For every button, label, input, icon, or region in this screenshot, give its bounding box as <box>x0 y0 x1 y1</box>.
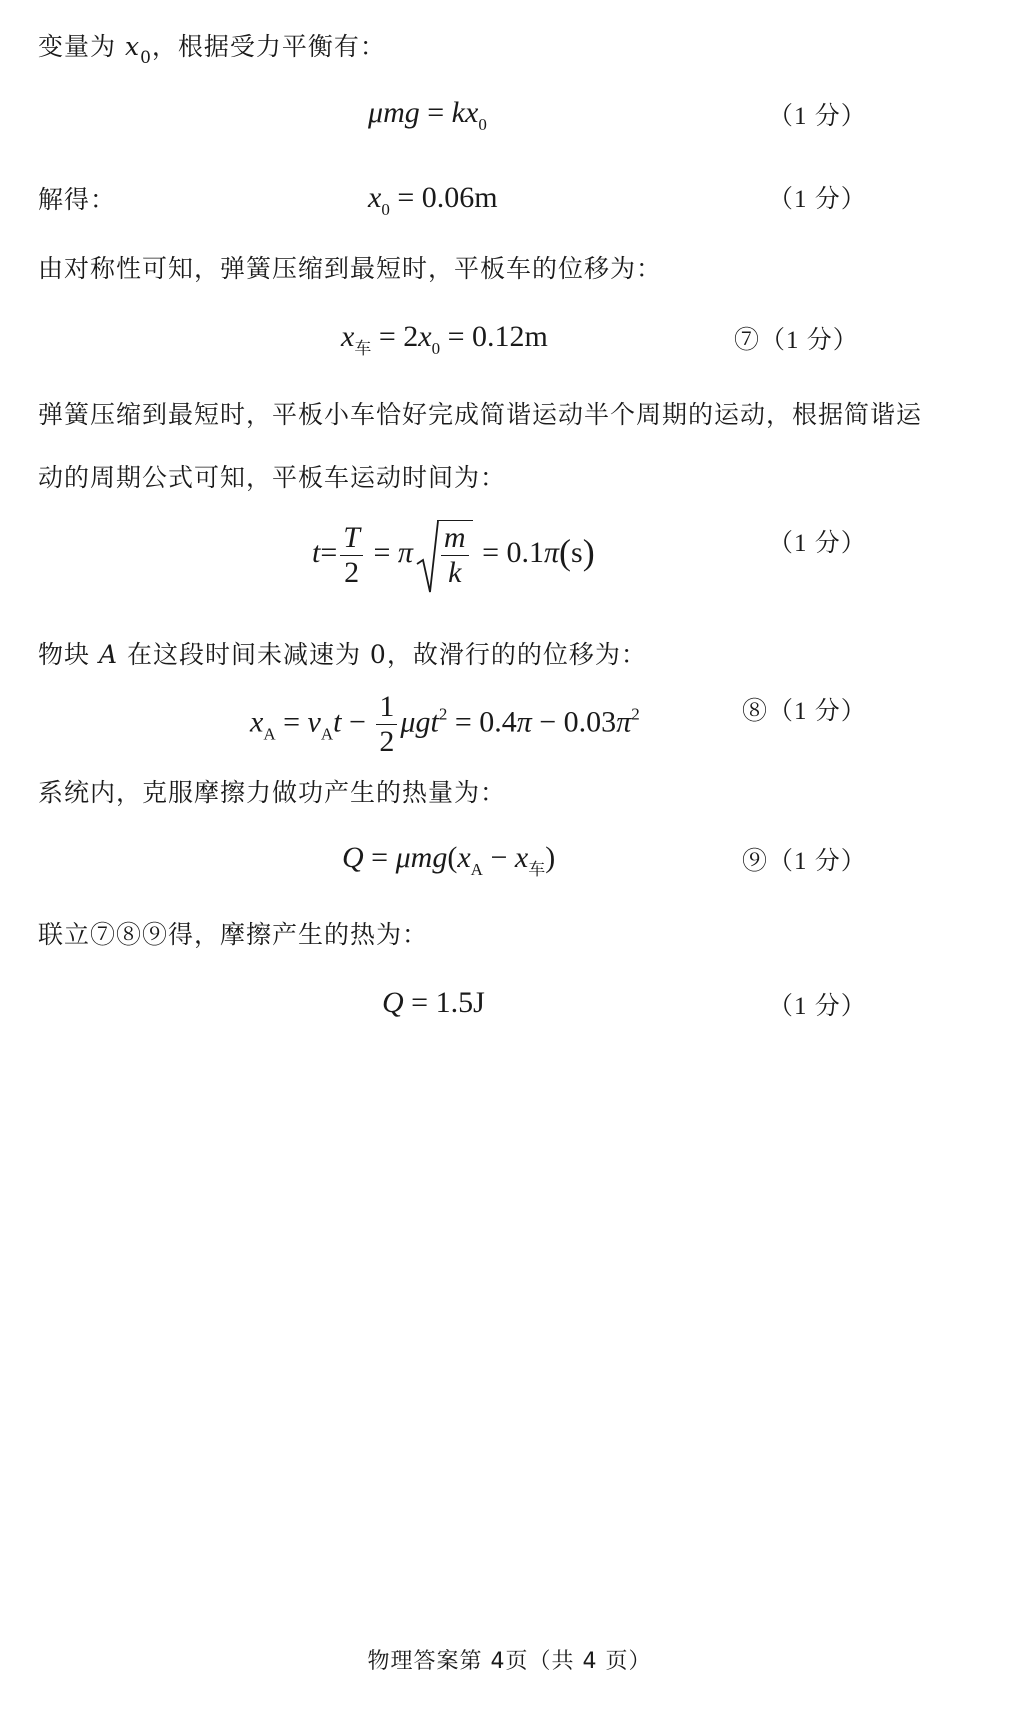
symbol-m: m <box>410 841 433 874</box>
minus-sign: − <box>341 705 374 739</box>
variable-x: x <box>124 32 141 61</box>
symbol-Q: Q <box>382 986 404 1019</box>
text-segment: 变量为 <box>38 32 125 61</box>
text-segment: 在这段时间未减速为 0，故滑行的的位移为： <box>118 640 647 669</box>
score-label: （1 分） <box>768 103 867 130</box>
symbol-g: g <box>415 705 431 739</box>
symbol-m: m <box>383 96 405 129</box>
equation-value: = 0.12m <box>440 320 548 353</box>
subscript: 0 <box>381 200 390 219</box>
text-line-spring-deformation <box>38 30 386 75</box>
variable-A: A <box>98 640 119 669</box>
subscript: 车 <box>528 860 546 880</box>
superscript: 2 <box>631 704 640 724</box>
score-label: （1 分） <box>768 993 867 1020</box>
equation-block-displacement <box>250 690 640 759</box>
equals-sign: = <box>275 705 308 739</box>
equation-time <box>312 520 595 590</box>
symbol-x: x <box>457 841 471 874</box>
subscript: A <box>320 724 334 744</box>
symbol-pi: π <box>544 535 560 569</box>
text-segment: ，根据受力平衡有： <box>151 32 386 61</box>
subscript: 0 <box>478 115 487 134</box>
equals-sign: = <box>363 841 396 874</box>
equation-x0-value <box>368 178 498 230</box>
symbol-pi: π <box>397 535 413 569</box>
symbol-pi: π <box>616 705 632 739</box>
symbol-x: x <box>250 705 264 739</box>
paren-right: ) <box>545 841 556 874</box>
text-line-block-a <box>38 638 647 672</box>
numerator: m <box>441 521 469 556</box>
symbol-x: x <box>418 320 432 353</box>
symbol-t: t <box>430 705 439 739</box>
symbol-x: x <box>341 320 355 353</box>
subscript: 0 <box>140 48 152 68</box>
fraction-m-over-k <box>441 521 469 590</box>
equals-sign: = <box>320 535 338 569</box>
equation-cart-displacement <box>341 317 548 369</box>
equation-value: = 0.4 <box>447 705 517 739</box>
unit-seconds: s <box>571 535 583 569</box>
subscript: 车 <box>354 339 372 359</box>
symbol-g: g <box>432 841 448 874</box>
symbol-mu: μ <box>395 841 411 874</box>
denominator: 2 <box>344 555 360 589</box>
denominator: k <box>448 556 462 589</box>
symbol-x: x <box>464 96 479 129</box>
fraction-one-half <box>376 690 397 759</box>
paren-right: ) <box>582 531 595 572</box>
equation-force-balance <box>368 93 487 145</box>
score-label: ⑨（1 分） <box>742 848 867 875</box>
equation-value: = 1.5J <box>403 986 485 1019</box>
symbol-t: t <box>312 535 321 569</box>
denominator: 2 <box>379 725 395 758</box>
score-label: ⑦（1 分） <box>734 327 859 354</box>
paren-left: ( <box>447 841 458 874</box>
text-line-solve: 解得： <box>38 185 117 214</box>
numerator: 1 <box>376 690 397 725</box>
radical-sign-icon <box>415 520 439 594</box>
equation-value: = 0.1 <box>474 535 544 569</box>
score-label: ⑧（1 分） <box>742 698 867 725</box>
text-line-symmetry: 由对称性可知，弹簧压缩到最短时，平板车的位移为： <box>38 254 663 283</box>
score-label: （1 分） <box>768 530 867 557</box>
symbol-mu: μ <box>368 96 384 129</box>
symbol-Q: Q <box>342 841 364 874</box>
equation-heat-value <box>382 983 485 1023</box>
text-line-heat: 系统内，克服摩擦力做功产生的热量为： <box>38 778 507 807</box>
equation-value: = 0.06m <box>389 181 498 214</box>
subscript: 0 <box>431 339 441 358</box>
subscript: A <box>263 724 276 744</box>
square-root <box>415 520 473 590</box>
symbol-pi: π <box>516 705 532 739</box>
subscript: A <box>470 860 483 879</box>
symbol-t: t <box>333 705 342 739</box>
superscript: 2 <box>438 704 448 724</box>
score-label: （1 分） <box>768 186 867 213</box>
symbol-k: k <box>451 96 465 129</box>
text-line-combine: 联立⑦⑧⑨得，摩擦产生的热为： <box>38 920 429 949</box>
page-footer: 物理答案第 4页（共 4 页） <box>367 1649 652 1674</box>
equals-sign: = <box>365 535 398 569</box>
symbol-x: x <box>514 841 529 874</box>
symbol-v: v <box>307 705 321 739</box>
equation-value: − 0.03 <box>531 705 617 739</box>
equation-part: = 2 <box>371 320 419 353</box>
numerator: T <box>340 521 363 556</box>
text-line-simple-harmonic: 弹簧压缩到最短时，平板小车恰好完成简谐运动半个周期的运动，根据简谐运 <box>38 400 923 429</box>
symbol-mu: μ <box>400 705 416 739</box>
symbol-x: x <box>368 181 382 214</box>
minus-sign: − <box>482 841 515 874</box>
text-line-period-formula: 动的周期公式可知，平板车运动时间为： <box>38 463 507 492</box>
paren-left: ( <box>559 531 572 572</box>
text-segment: 物块 <box>38 640 99 669</box>
equation-heat-formula <box>342 838 555 890</box>
fraction-T-over-2 <box>340 521 363 590</box>
symbol-g: g <box>404 96 420 129</box>
equals-sign: = <box>419 96 452 129</box>
